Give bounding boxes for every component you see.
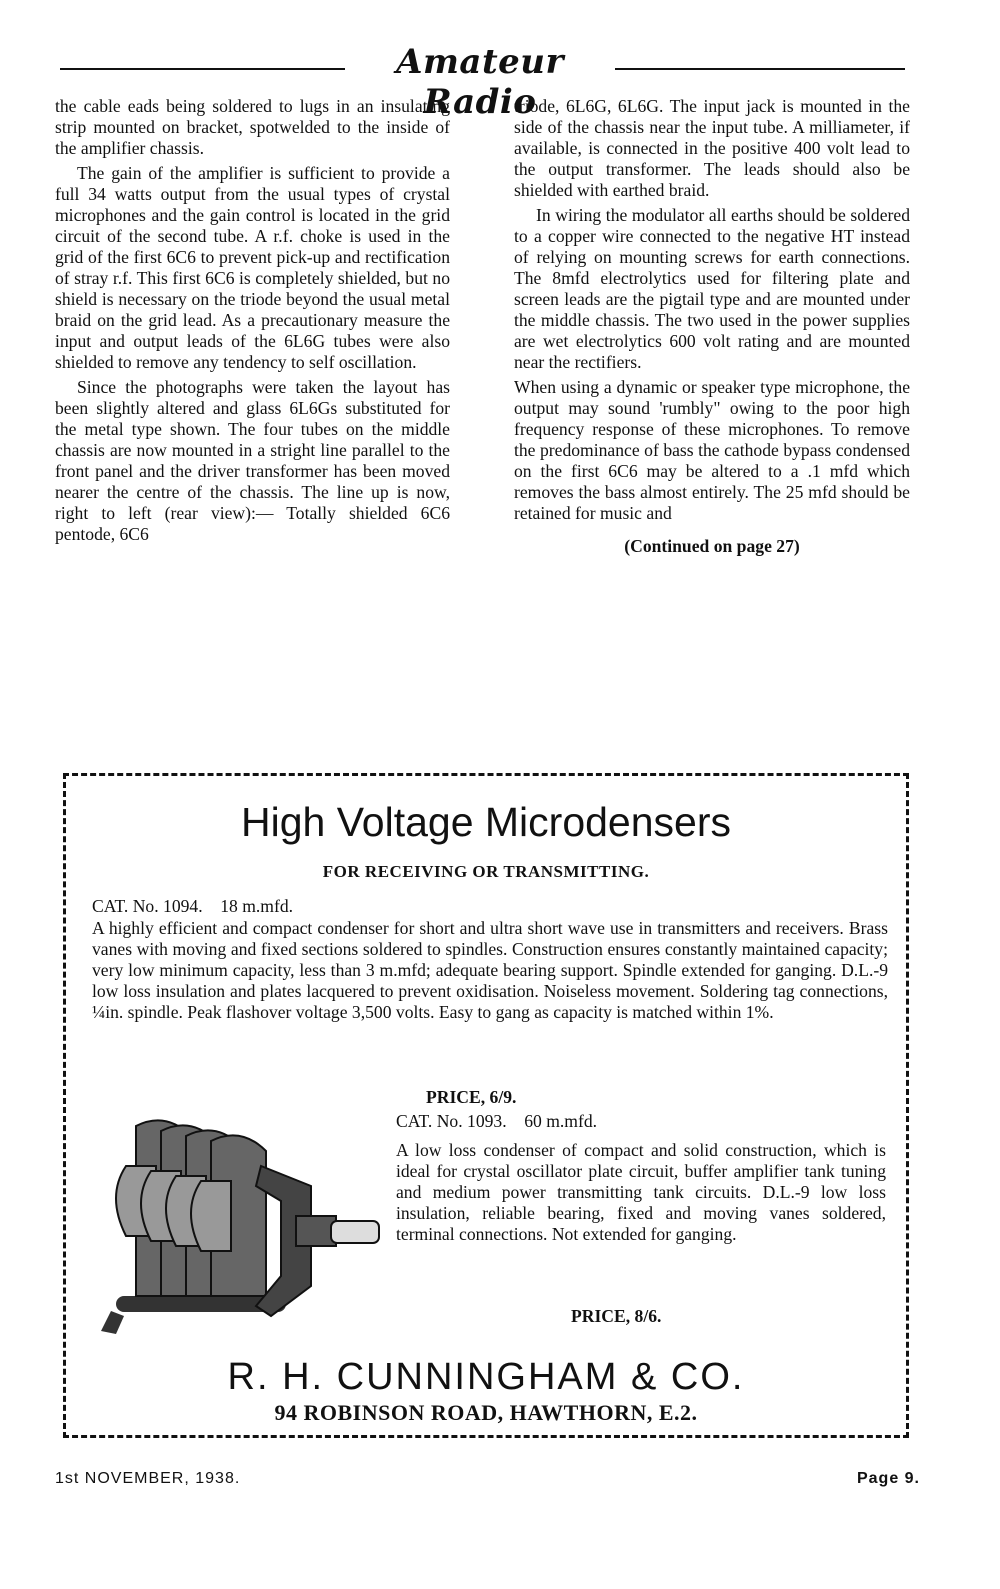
- condenser-icon: [96, 1106, 386, 1346]
- right-column: [514, 96, 910, 561]
- footer-date: 1st NOVEMBER, 1938.: [55, 1470, 241, 1487]
- condenser-illustration: [96, 1106, 386, 1346]
- ad-headline: High Voltage Microdensers: [241, 799, 731, 845]
- cat-1094-heading: CAT. No. 1094. 18 m.mfd.: [92, 896, 294, 916]
- cat-1094-price: PRICE, 6/9.: [426, 1087, 517, 1107]
- cat-1093-price: PRICE, 8/6.: [571, 1306, 662, 1326]
- continued-notice: (Continued on page 27): [624, 536, 800, 556]
- right-paragraph-1: triode, 6L6G, 6L6G. The input jack is mounted in the side of the chassis near the input tube. A milliameter, if available, is connected in the positive 400 volt lead to the output transformer. The leads should also be shielded with earthed braid.: [514, 96, 910, 200]
- masthead-rule-right: [615, 68, 905, 70]
- company-name: R. H. CUNNINGHAM & CO.: [227, 1356, 745, 1398]
- left-paragraph-1: the cable eads being soldered to lugs in an insulating strip mounted on bracket, spotwelded to the inside of the amplifier chassis.: [55, 96, 450, 158]
- right-paragraph-3: When using a dynamic or speaker type microphone, the output may sound 'rumbly" owing to the poor high frequency response of these microphones. To remove the predominance of bass the cathode bypass condensed on the first 6C6 may be altered to a .1 mfd which removes the bass almost entirely. The 25 mfd should be retained for music and: [514, 377, 910, 523]
- advertisement: [63, 773, 909, 1438]
- masthead-rule-left: [60, 68, 345, 70]
- left-column: [55, 96, 450, 549]
- ad-subheadline: FOR RECEIVING OR TRANSMITTING.: [322, 862, 650, 881]
- cat-1093-body: A low loss condenser of compact and solid construction, which is ideal for crystal oscillator plate circuit, buffer amplifier tank tuning and medium power transmitting tank circuits. D.L.-9 low loss insulation, reliable bearing, fixed and moving vanes soldered, terminal connections. Not extended for ganging.: [396, 1140, 886, 1244]
- left-paragraph-2: The gain of the amplifier is sufficient to provide a full 34 watts output from the usual types of crystal microphones and the gain control is located in the grid circuit of the second tube. A r.f. choke is used in the grid of the first 6C6 to prevent pick-up and rectification of stray r.f. This first 6C6 is completely shielded, but no shield is necessary on the triode beyond the usual metal braid on the grid lead. As a precautionary measure the input and output leads of the 6L6G tubes were also shielded to remove any tendency to self oscillation.: [55, 163, 450, 372]
- masthead: [60, 42, 905, 122]
- masthead-title: Amateur Radio: [396, 42, 564, 122]
- left-paragraph-3: Since the photographs were taken the layout has been slightly altered and glass 6L6Gs substituted for the metal type shown. The four tubes on the middle chassis are now mounted in a stright line parallel to the front panel and the driver transformer has been moved nearer the centre of the chassis. The line up is now, right to left (rear view):— Totally shielded 6C6 pentode, 6C6: [55, 377, 450, 544]
- cat-1093-description: [396, 1111, 886, 1245]
- right-paragraph-2: In wiring the modulator all earths should be soldered to a copper wire connected to the negative HT instead of relying on mounting screws for earth connections. The 8mfd electrolytics used for filtering plate and screen leads are the pigtail type and are mounted under the middle chassis. The two used in the power supplies are wet electrolytics 600 volt rating and are mounted near the rectifiers.: [514, 205, 910, 372]
- cat-1094-description: [92, 896, 888, 1023]
- cat-1094-body: A highly efficient and compact condenser for short and ultra short wave use in transmitters and receivers. Brass vanes with moving and fixed sections soldered to spindles. Construction ensures constantly maintained capacity; very low minimum capacity, less than 3 m.mfd; adequate bearing support. Spindle extended for ganging. D.L.-9 low loss insulation and plates lacquered to prevent oxidisation. Noiseless movement. Soldering tag connections, ¼in. spindle. Peak flashover voltage 3,500 volts. Easy to gang as capacity is matched within 1%.: [92, 918, 888, 1022]
- footer-page-number: Page 9.: [856, 1470, 920, 1487]
- company-address: 94 ROBINSON ROAD, HAWTHORN, E.2.: [274, 1400, 698, 1425]
- cat-1093-heading: CAT. No. 1093. 60 m.mfd.: [396, 1111, 598, 1131]
